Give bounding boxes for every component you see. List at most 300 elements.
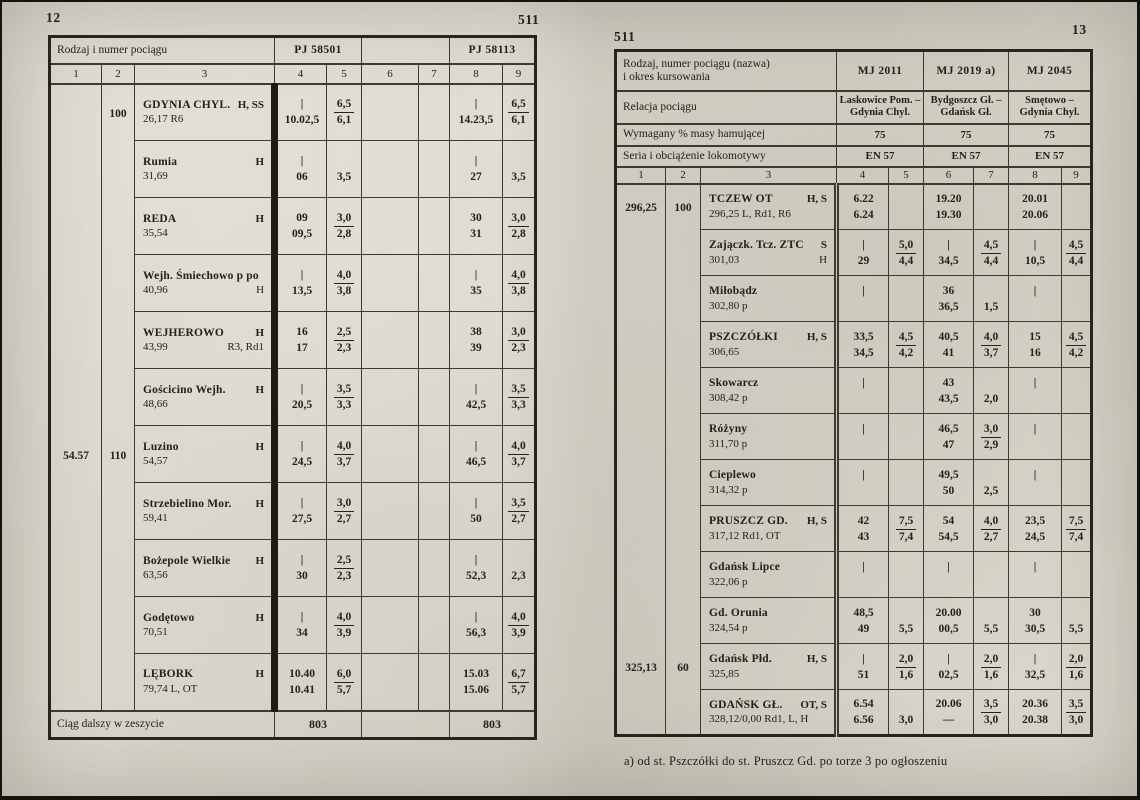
no-stop-bar: | [1033, 422, 1037, 435]
timetable-value-cell [1062, 322, 1092, 368]
lower-value: 4,2 [898, 346, 914, 359]
station-cell [701, 598, 837, 644]
timetable-value-cell [327, 597, 362, 654]
lower-line [278, 112, 326, 128]
cell-values [278, 495, 326, 527]
left-page-corner-number: 511 [518, 12, 540, 27]
km-line [143, 169, 264, 184]
station-marks: H [255, 554, 265, 567]
lower-line [450, 568, 502, 584]
station-name-line [709, 514, 827, 529]
upper-value: 40,5 [938, 330, 959, 343]
upper-value: 4,5 [981, 237, 1001, 254]
upper-line [503, 153, 534, 169]
column-number-cell: 6 [924, 167, 974, 184]
lower-line [839, 299, 888, 315]
upper-value [990, 607, 993, 619]
lower-value: 3,5 [336, 171, 352, 183]
station-marks: H [255, 668, 265, 681]
lower-line [839, 345, 888, 361]
lower-line [450, 169, 502, 185]
timetable-value-cell [837, 552, 889, 598]
lower-value: 13,5 [291, 285, 313, 297]
lower-line [1009, 207, 1061, 223]
column-number-cell: 9 [1062, 167, 1092, 184]
column-number-cell: 5 [327, 64, 362, 84]
station-marks: H, SS [237, 98, 265, 111]
lower-value: 32,5 [1024, 668, 1046, 681]
cell-values [974, 421, 1008, 453]
upper-value: 30 [470, 212, 482, 224]
station-name: Godętowo [143, 611, 195, 624]
right-page-corner-number: 511 [614, 29, 636, 44]
station-cell [135, 483, 275, 540]
lower-value: 2,8 [511, 228, 526, 240]
station-name-line [143, 440, 264, 455]
timetable-value-cell [924, 414, 974, 460]
upper-value: 6,5 [334, 96, 354, 113]
lower-line [924, 437, 973, 453]
lower-value [1034, 439, 1037, 451]
info-row [616, 146, 1092, 167]
lower-line [974, 712, 1008, 728]
timetable-value-cell [1062, 276, 1092, 322]
no-stop-bar: | [947, 238, 950, 251]
timetable-value-cell [889, 368, 924, 414]
no-stop-bar: | [300, 440, 304, 452]
lower-line [974, 529, 1008, 545]
timetable-value-cell [974, 322, 1009, 368]
timetable-head [616, 51, 1092, 184]
train-number-header: MJ 2019 a) [924, 51, 1009, 91]
station-cell [701, 184, 837, 230]
upper-line [924, 605, 973, 621]
timetable-value-cell [275, 198, 327, 255]
lower-line [839, 391, 888, 407]
lower-line [503, 511, 534, 527]
lower-value: 3,7 [983, 346, 999, 359]
cell-values [450, 153, 502, 185]
lower-value: 5,5 [983, 622, 999, 635]
upper-value: 19.20 [935, 192, 962, 205]
upper-value: 4,0 [508, 267, 528, 284]
lower-line [327, 283, 361, 299]
timetable-value-cell [450, 654, 503, 711]
column-number-row [50, 64, 536, 84]
lower-value: 20.06 [1022, 208, 1048, 221]
km-post: 43,99 [143, 341, 168, 353]
continuation-row [50, 711, 536, 739]
lower-value: 1,6 [983, 668, 999, 681]
upper-value: 3,0 [508, 210, 528, 227]
lower-line [327, 340, 361, 356]
lower-value: 2,9 [983, 438, 999, 451]
km-post: 26,17 R6 [143, 113, 184, 126]
lower-value: 10.41 [289, 683, 315, 696]
station-cell [701, 552, 837, 598]
timetable-value-cell [419, 597, 450, 654]
timetable-value-cell [419, 312, 450, 369]
timetable-value-cell [924, 322, 974, 368]
upper-line [450, 609, 502, 625]
upper-value: 4,0 [334, 267, 354, 284]
cell-values [889, 651, 923, 683]
lower-value: 31 [470, 228, 482, 240]
lower-line [889, 253, 923, 269]
upper-line [1009, 467, 1061, 483]
lower-line [450, 283, 502, 299]
sheet-number: 803 [450, 711, 536, 739]
timetable-value-cell [362, 141, 419, 198]
upper-line [450, 438, 502, 454]
upper-line [278, 609, 326, 625]
timetable-value-cell [450, 540, 503, 597]
timetable-value-cell [419, 654, 450, 711]
timetable-value-cell [503, 312, 536, 369]
no-stop-bar: | [474, 383, 478, 395]
upper-line [278, 210, 326, 226]
cell-values [278, 666, 326, 698]
cell-values [1062, 237, 1090, 269]
lower-value: 2,3 [511, 570, 526, 582]
timetable-value-cell [1009, 690, 1062, 736]
upper-value: 09 [296, 212, 308, 224]
lower-value: 20.38 [1022, 714, 1048, 726]
station-name-line [143, 269, 264, 284]
km-line [143, 283, 264, 298]
timetable-value-cell [503, 483, 536, 540]
column-number-cell: 9 [503, 64, 536, 84]
cell-values [327, 495, 361, 527]
timetable-value-cell [889, 322, 924, 368]
cell-values [450, 495, 502, 527]
lower-value [862, 301, 865, 313]
km-post: 79,74 L, OT [143, 682, 198, 695]
no-stop-bar: | [300, 269, 304, 281]
timetable-value-cell [362, 597, 419, 654]
column-number-cell: 4 [275, 64, 327, 84]
lower-line [889, 712, 923, 728]
lower-line [924, 529, 973, 545]
upper-line [278, 267, 326, 283]
lower-line [450, 340, 502, 356]
info-row [616, 124, 1092, 146]
timetable-value-cell [327, 255, 362, 312]
upper-line [503, 381, 534, 397]
lower-value: 29 [857, 254, 870, 267]
timetable-value-cell [974, 552, 1009, 598]
upper-value: 20.01 [1022, 192, 1048, 205]
timetable-value-cell [837, 460, 889, 506]
timetable-value-cell [924, 368, 974, 414]
cell-values [974, 375, 1008, 407]
station-name-line [143, 611, 264, 626]
side-speed-value: 110 [109, 450, 127, 462]
km-line [143, 397, 264, 412]
empty-footer-cell [362, 711, 450, 739]
km-column [50, 84, 102, 711]
lower-value: 49 [857, 622, 870, 635]
upper-line [503, 666, 534, 682]
upper-line [327, 381, 361, 397]
upper-value: 3,5 [1066, 696, 1086, 713]
no-stop-bar: | [474, 440, 478, 452]
timetable-value-cell [362, 654, 419, 711]
cell-values [1009, 696, 1061, 728]
no-stop-bar: | [862, 422, 865, 435]
timetable-value-cell [275, 312, 327, 369]
upper-line [278, 381, 326, 397]
right-timetable-table [614, 49, 1093, 737]
upper-line [1009, 421, 1061, 437]
km-marks: R3, Rd1 [227, 341, 265, 353]
lower-line [450, 682, 502, 698]
lower-value: 52,3 [465, 570, 487, 582]
upper-line [839, 467, 888, 483]
timetable-value-cell [362, 426, 419, 483]
lower-line [278, 625, 326, 641]
timetable-value-cell [1009, 368, 1062, 414]
km-post: 40,96 [143, 284, 168, 296]
train-header-row [50, 37, 536, 64]
km-marks: H [819, 253, 828, 266]
timetable-value-cell [419, 483, 450, 540]
cell-values [278, 96, 326, 128]
timetable-value-cell [924, 690, 974, 736]
km-post: 317,12 Rd1, OT [709, 529, 781, 542]
station-row [50, 84, 536, 141]
info-row [616, 91, 1092, 124]
timetable-value-cell [503, 597, 536, 654]
upper-line [974, 467, 1008, 483]
cell-values [1062, 605, 1090, 637]
upper-value: 3,0 [334, 495, 354, 512]
no-stop-bar: | [1033, 376, 1037, 389]
upper-line [503, 609, 534, 625]
km-post: 35,54 [143, 227, 168, 239]
no-stop-bar: | [474, 554, 478, 566]
no-stop-bar: | [1033, 284, 1037, 297]
km-line [709, 712, 827, 727]
upper-value [990, 377, 993, 389]
cell-values [1009, 421, 1061, 453]
lower-value: 3,3 [336, 399, 352, 411]
lower-value: 34 [296, 627, 308, 639]
cell-values [327, 153, 361, 185]
station-name: Gd. Orunia [709, 607, 768, 619]
station-cell [701, 460, 837, 506]
upper-line [924, 696, 973, 712]
timetable-value-cell [327, 483, 362, 540]
lower-value: 41 [942, 346, 955, 359]
upper-line [839, 329, 888, 345]
upper-line [450, 96, 502, 112]
km-line [709, 575, 827, 590]
station-cell [135, 255, 275, 312]
lower-value: 4,4 [1068, 254, 1084, 267]
lower-line [327, 397, 361, 413]
upper-line [278, 96, 326, 112]
km-post: 63,56 [143, 569, 168, 581]
timetable-value-cell [837, 506, 889, 552]
station-name: WEJHEROWO [143, 326, 225, 339]
lower-line [924, 621, 973, 637]
upper-value: 43 [942, 376, 955, 389]
upper-line [278, 153, 326, 169]
lower-line [327, 682, 361, 698]
cell-values [839, 513, 888, 545]
no-stop-bar: | [862, 238, 865, 251]
lower-line [1062, 253, 1090, 269]
timetable-value-cell [275, 369, 327, 426]
side-km-value: 54.57 [63, 450, 89, 462]
info-value: 75 [837, 124, 924, 146]
lower-value: — [942, 714, 955, 726]
upper-value: 33,5 [853, 330, 874, 343]
info-value: 75 [1009, 124, 1092, 146]
station-name: Zajączk. Tcz. ZTC [709, 239, 804, 251]
timetable-value-cell [503, 141, 536, 198]
timetable-value-cell [837, 690, 889, 736]
upper-line [278, 495, 326, 511]
lower-value: 3,7 [511, 456, 526, 468]
timetable-value-cell [974, 276, 1009, 322]
station-name-line [709, 192, 827, 207]
km-post: 322,06 p [709, 575, 748, 588]
upper-line [924, 651, 973, 667]
lower-value: 2,7 [511, 513, 526, 525]
station-cell [701, 230, 837, 276]
timetable-value-cell [419, 426, 450, 483]
lower-value: 3,7 [336, 456, 352, 468]
station-row [616, 184, 1092, 230]
station-name: Wejh. Śmiechowo p po [143, 269, 259, 282]
lower-value: 35 [470, 285, 482, 297]
station-name-line [709, 330, 827, 345]
upper-line [278, 324, 326, 340]
timetable-value-cell [889, 506, 924, 552]
lower-line [278, 397, 326, 413]
timetable-value-cell [974, 690, 1009, 736]
lower-value: 15.06 [463, 683, 489, 696]
timetable-value-cell [889, 690, 924, 736]
no-stop-bar: | [1033, 238, 1037, 251]
speed-column-box [666, 186, 700, 732]
column-number-cell: 3 [135, 64, 275, 84]
upper-value: 15.03 [463, 667, 489, 680]
lower-line [278, 226, 326, 242]
station-name: GDYNIA CHYL. [143, 98, 231, 111]
lower-value: 4,4 [983, 254, 999, 267]
station-marks: H [255, 497, 265, 510]
station-cell [135, 654, 275, 711]
lower-line [450, 112, 502, 128]
speed-column [666, 184, 701, 736]
upper-line [503, 210, 534, 226]
timetable-value-cell [1009, 598, 1062, 644]
column-number-cell: 8 [1009, 167, 1062, 184]
cell-values [839, 605, 888, 637]
upper-line [1009, 329, 1061, 345]
cell-values [889, 696, 923, 728]
lower-value: 43 [857, 530, 870, 543]
train-relation: Laskowice Pom. – Gdynia Chyl. [837, 91, 924, 124]
cell-values [839, 237, 888, 269]
speed-column [102, 84, 135, 711]
lower-value: 06 [296, 171, 308, 183]
cell-values [974, 283, 1008, 315]
lower-line [503, 625, 534, 641]
cell-values [889, 237, 923, 269]
lower-line [450, 625, 502, 641]
upper-value: 54 [942, 514, 955, 527]
km-post: 324,54 p [709, 621, 748, 634]
cell-values [503, 96, 534, 128]
upper-line [974, 237, 1008, 253]
lower-line [924, 712, 973, 728]
lower-value: 6.24 [853, 208, 874, 221]
station-name-line [709, 468, 827, 483]
upper-line [450, 324, 502, 340]
upper-value: 4,5 [1066, 329, 1086, 346]
km-line [143, 625, 264, 640]
timetable-value-cell [503, 84, 536, 141]
upper-line [327, 438, 361, 454]
station-cell [135, 369, 275, 426]
timetable-value-cell [837, 414, 889, 460]
station-cell [135, 198, 275, 255]
cell-values [1062, 696, 1090, 728]
lower-line [1062, 712, 1090, 728]
timetable-value-cell [1009, 230, 1062, 276]
lower-value: 19.30 [935, 208, 962, 221]
lower-value: 3,5 [511, 171, 526, 183]
side-km-value: 296,25 [625, 202, 657, 215]
upper-value: 2,0 [981, 651, 1001, 668]
cell-values [974, 467, 1008, 499]
side-km-value: 325,13 [625, 662, 657, 675]
cell-values [924, 375, 973, 407]
upper-line [889, 329, 923, 345]
km-post: 308,42 p [709, 391, 748, 404]
lower-value: 7,4 [898, 530, 914, 543]
km-line [709, 529, 827, 544]
km-post: 314,32 p [709, 483, 748, 496]
lower-value: 43,5 [938, 392, 959, 405]
lower-line [278, 340, 326, 356]
cell-values [450, 438, 502, 470]
timetable-value-cell [889, 276, 924, 322]
upper-line [924, 467, 973, 483]
timetable-value-cell [362, 540, 419, 597]
no-stop-bar: | [300, 611, 304, 623]
upper-line [327, 609, 361, 625]
lower-value: 5,5 [1068, 622, 1084, 635]
train-number-header: PJ 58113 [450, 37, 536, 64]
upper-value: 5,0 [896, 237, 916, 254]
timetable-value-cell [1062, 368, 1092, 414]
timetable-value-cell [503, 426, 536, 483]
km-line [709, 299, 827, 314]
cell-values [327, 267, 361, 299]
km-column-box [617, 186, 665, 732]
no-stop-bar: | [862, 376, 865, 389]
timetable-value-cell [275, 483, 327, 540]
lower-value: 4,2 [1068, 346, 1084, 359]
station-name: REDA [143, 212, 177, 225]
upper-line [450, 153, 502, 169]
cell-values [924, 329, 973, 361]
